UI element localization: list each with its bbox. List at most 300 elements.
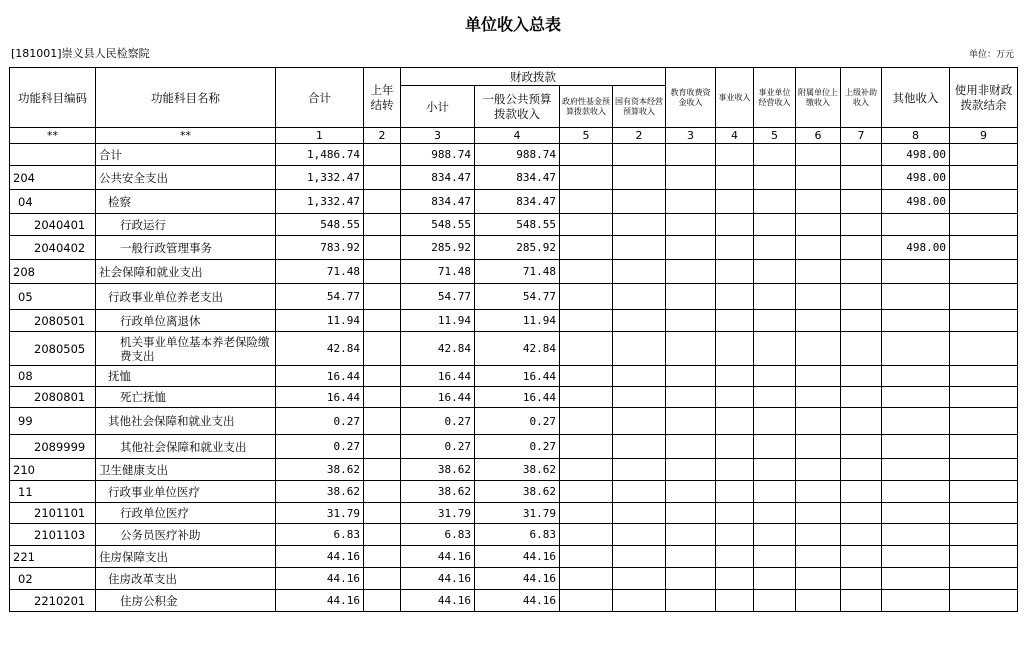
subtotal-cell: 0.27 <box>401 435 475 459</box>
carryover-cell <box>364 366 401 387</box>
subtotal-cell: 38.62 <box>401 481 475 503</box>
state-capital-cell <box>613 366 666 387</box>
subtotal-cell: 16.44 <box>401 366 475 387</box>
nonfiscal-cell <box>950 408 1018 435</box>
general-budget-cell: 988.74 <box>475 144 560 166</box>
state-capital-cell <box>613 260 666 284</box>
subtotal-cell: 834.47 <box>401 166 475 190</box>
header-carryover: 上年结转 <box>364 68 401 128</box>
index-cell: ** <box>96 128 276 144</box>
carryover-cell <box>364 284 401 310</box>
table-body <box>10 144 1018 612</box>
business-cell <box>716 310 754 332</box>
subtotal-cell: 16.44 <box>401 387 475 408</box>
gov-fund-cell <box>560 568 613 590</box>
subtotal-cell: 31.79 <box>401 503 475 524</box>
header-affiliate: 附属单位上缴收入 <box>796 68 841 128</box>
carryover-cell <box>364 435 401 459</box>
total-cell: 1,332.47 <box>276 190 364 214</box>
superior-cell <box>841 166 882 190</box>
state-capital-cell <box>613 284 666 310</box>
operating-cell <box>754 459 796 481</box>
header-name: 功能科目名称 <box>96 68 276 128</box>
superior-cell <box>841 459 882 481</box>
gov-fund-cell <box>560 503 613 524</box>
edu-fee-cell <box>666 387 716 408</box>
table-row <box>10 310 1018 332</box>
general-budget-cell: 44.16 <box>475 546 560 568</box>
edu-fee-cell <box>666 459 716 481</box>
general-budget-cell: 834.47 <box>475 190 560 214</box>
state-capital-cell <box>613 190 666 214</box>
header-nonfiscal: 使用非财政拨款结余 <box>950 68 1018 128</box>
code-cell: 05 <box>10 284 96 310</box>
general-budget-cell: 0.27 <box>475 435 560 459</box>
gov-fund-cell <box>560 546 613 568</box>
code-cell: 99 <box>10 408 96 435</box>
affiliate-cell <box>796 408 841 435</box>
name-cell: 行政单位离退休 <box>96 310 276 332</box>
general-budget-cell: 38.62 <box>475 481 560 503</box>
gov-fund-cell <box>560 310 613 332</box>
header-total: 合计 <box>276 68 364 128</box>
operating-cell <box>754 166 796 190</box>
other-income-cell <box>882 590 950 612</box>
other-income-cell <box>882 568 950 590</box>
nonfiscal-cell <box>950 387 1018 408</box>
total-cell: 0.27 <box>276 435 364 459</box>
header-subtotal: 小计 <box>401 86 475 128</box>
edu-fee-cell <box>666 408 716 435</box>
carryover-cell <box>364 260 401 284</box>
business-cell <box>716 144 754 166</box>
operating-cell <box>754 214 796 236</box>
header-superior: 上级补助收入 <box>841 68 882 128</box>
other-income-cell <box>882 260 950 284</box>
carryover-cell <box>364 590 401 612</box>
name-cell: 公共安全支出 <box>96 166 276 190</box>
affiliate-cell <box>796 435 841 459</box>
affiliate-cell <box>796 387 841 408</box>
nonfiscal-cell <box>950 503 1018 524</box>
edu-fee-cell <box>666 366 716 387</box>
total-cell: 44.16 <box>276 590 364 612</box>
nonfiscal-cell <box>950 590 1018 612</box>
subtotal-cell: 834.47 <box>401 190 475 214</box>
superior-cell <box>841 435 882 459</box>
operating-cell <box>754 568 796 590</box>
edu-fee-cell <box>666 166 716 190</box>
superior-cell <box>841 366 882 387</box>
superior-cell <box>841 590 882 612</box>
header-gov-fund: 政府性基金预算拨款收入 <box>560 86 613 128</box>
affiliate-cell <box>796 524 841 546</box>
code-cell: 2080801 <box>10 387 96 408</box>
subtotal-cell: 548.55 <box>401 214 475 236</box>
state-capital-cell <box>613 408 666 435</box>
state-capital-cell <box>613 310 666 332</box>
code-cell: 221 <box>10 546 96 568</box>
index-cell: 5 <box>560 128 613 144</box>
code-cell: 02 <box>10 568 96 590</box>
carryover-cell <box>364 568 401 590</box>
affiliate-cell <box>796 503 841 524</box>
superior-cell <box>841 190 882 214</box>
index-cell: 1 <box>276 128 364 144</box>
carryover-cell <box>364 214 401 236</box>
name-cell: 行政运行 <box>96 214 276 236</box>
superior-cell <box>841 387 882 408</box>
affiliate-cell <box>796 144 841 166</box>
nonfiscal-cell <box>950 435 1018 459</box>
total-cell: 38.62 <box>276 459 364 481</box>
name-cell: 社会保障和就业支出 <box>96 260 276 284</box>
operating-cell <box>754 144 796 166</box>
other-income-cell <box>882 503 950 524</box>
name-cell: 检察 <box>96 190 276 214</box>
operating-cell <box>754 387 796 408</box>
code-cell: 04 <box>10 190 96 214</box>
index-cell: ** <box>10 128 96 144</box>
table-row <box>10 546 1018 568</box>
total-cell: 1,486.74 <box>276 144 364 166</box>
general-budget-cell: 54.77 <box>475 284 560 310</box>
business-cell <box>716 590 754 612</box>
superior-cell <box>841 260 882 284</box>
superior-cell <box>841 568 882 590</box>
other-income-cell <box>882 408 950 435</box>
subtotal-cell: 54.77 <box>401 284 475 310</box>
superior-cell <box>841 524 882 546</box>
header-general: 一般公共预算拨款收入 <box>475 86 560 128</box>
general-budget-cell: 834.47 <box>475 166 560 190</box>
gov-fund-cell <box>560 435 613 459</box>
superior-cell <box>841 408 882 435</box>
carryover-cell <box>364 144 401 166</box>
operating-cell <box>754 310 796 332</box>
name-cell: 行政单位医疗 <box>96 503 276 524</box>
business-cell <box>716 260 754 284</box>
affiliate-cell <box>796 214 841 236</box>
subtotal-cell: 44.16 <box>401 546 475 568</box>
table-row <box>10 408 1018 435</box>
table-row <box>10 590 1018 612</box>
general-budget-cell: 16.44 <box>475 387 560 408</box>
operating-cell <box>754 284 796 310</box>
carryover-cell <box>364 503 401 524</box>
code-cell: 2040401 <box>10 214 96 236</box>
header-operating: 事业单位经营收入 <box>754 68 796 128</box>
name-cell: 行政事业单位医疗 <box>96 481 276 503</box>
state-capital-cell <box>613 590 666 612</box>
other-income-cell: 498.00 <box>882 144 950 166</box>
business-cell <box>716 214 754 236</box>
edu-fee-cell <box>666 260 716 284</box>
organization-label: [181001]崇义县人民检察院 <box>11 47 150 60</box>
affiliate-cell <box>796 590 841 612</box>
gov-fund-cell <box>560 236 613 260</box>
affiliate-cell <box>796 190 841 214</box>
superior-cell <box>841 310 882 332</box>
index-cell: 7 <box>841 128 882 144</box>
other-income-cell <box>882 459 950 481</box>
general-budget-cell: 548.55 <box>475 214 560 236</box>
operating-cell <box>754 332 796 366</box>
business-cell <box>716 459 754 481</box>
state-capital-cell <box>613 568 666 590</box>
index-cell: 4 <box>475 128 560 144</box>
gov-fund-cell <box>560 387 613 408</box>
header-fiscal: 财政拨款 <box>401 68 666 86</box>
name-cell: 合计 <box>96 144 276 166</box>
edu-fee-cell <box>666 284 716 310</box>
edu-fee-cell <box>666 503 716 524</box>
gov-fund-cell <box>560 332 613 366</box>
name-cell: 其他社会保障和就业支出 <box>96 435 276 459</box>
code-cell: 208 <box>10 260 96 284</box>
edu-fee-cell <box>666 435 716 459</box>
total-cell: 6.83 <box>276 524 364 546</box>
general-budget-cell: 42.84 <box>475 332 560 366</box>
name-cell: 其他社会保障和就业支出 <box>96 408 276 435</box>
table-row <box>10 332 1018 366</box>
code-cell <box>10 144 96 166</box>
operating-cell <box>754 408 796 435</box>
business-cell <box>716 387 754 408</box>
business-cell <box>716 366 754 387</box>
subtotal-cell: 71.48 <box>401 260 475 284</box>
other-income-cell <box>882 435 950 459</box>
total-cell: 44.16 <box>276 568 364 590</box>
total-cell: 16.44 <box>276 387 364 408</box>
table-row <box>10 387 1018 408</box>
gov-fund-cell <box>560 524 613 546</box>
total-cell: 0.27 <box>276 408 364 435</box>
edu-fee-cell <box>666 310 716 332</box>
name-cell: 抚恤 <box>96 366 276 387</box>
state-capital-cell <box>613 387 666 408</box>
name-cell: 公务员医疗补助 <box>96 524 276 546</box>
superior-cell <box>841 144 882 166</box>
superior-cell <box>841 332 882 366</box>
header-code: 功能科目编码 <box>10 68 96 128</box>
state-capital-cell <box>613 546 666 568</box>
total-cell: 71.48 <box>276 260 364 284</box>
state-capital-cell <box>613 481 666 503</box>
index-cell: 2 <box>364 128 401 144</box>
business-cell <box>716 524 754 546</box>
business-cell <box>716 332 754 366</box>
other-income-cell <box>882 332 950 366</box>
state-capital-cell <box>613 503 666 524</box>
code-cell: 2101103 <box>10 524 96 546</box>
code-cell: 08 <box>10 366 96 387</box>
total-cell: 31.79 <box>276 503 364 524</box>
carryover-cell <box>364 166 401 190</box>
carryover-cell <box>364 408 401 435</box>
general-budget-cell: 11.94 <box>475 310 560 332</box>
superior-cell <box>841 214 882 236</box>
general-budget-cell: 44.16 <box>475 568 560 590</box>
edu-fee-cell <box>666 214 716 236</box>
operating-cell <box>754 503 796 524</box>
name-cell: 死亡抚恤 <box>96 387 276 408</box>
gov-fund-cell <box>560 144 613 166</box>
subtotal-cell: 44.16 <box>401 590 475 612</box>
nonfiscal-cell <box>950 568 1018 590</box>
general-budget-cell: 0.27 <box>475 408 560 435</box>
nonfiscal-cell <box>950 166 1018 190</box>
general-budget-cell: 6.83 <box>475 524 560 546</box>
gov-fund-cell <box>560 481 613 503</box>
superior-cell <box>841 503 882 524</box>
state-capital-cell <box>613 332 666 366</box>
affiliate-cell <box>796 332 841 366</box>
state-capital-cell <box>613 144 666 166</box>
operating-cell <box>754 435 796 459</box>
business-cell <box>716 568 754 590</box>
edu-fee-cell <box>666 236 716 260</box>
total-cell: 38.62 <box>276 481 364 503</box>
affiliate-cell <box>796 284 841 310</box>
other-income-cell <box>882 366 950 387</box>
carryover-cell <box>364 387 401 408</box>
gov-fund-cell <box>560 408 613 435</box>
superior-cell <box>841 546 882 568</box>
affiliate-cell <box>796 236 841 260</box>
code-cell: 2089999 <box>10 435 96 459</box>
gov-fund-cell <box>560 214 613 236</box>
business-cell <box>716 190 754 214</box>
table-row <box>10 503 1018 524</box>
affiliate-cell <box>796 366 841 387</box>
other-income-cell <box>882 481 950 503</box>
index-cell: 4 <box>716 128 754 144</box>
operating-cell <box>754 546 796 568</box>
nonfiscal-cell <box>950 459 1018 481</box>
other-income-cell: 498.00 <box>882 236 950 260</box>
total-cell: 548.55 <box>276 214 364 236</box>
table-row <box>10 366 1018 387</box>
code-cell: 2080505 <box>10 332 96 366</box>
table-row <box>10 284 1018 310</box>
name-cell: 一般行政管理事务 <box>96 236 276 260</box>
table-row <box>10 166 1018 190</box>
code-cell: 210 <box>10 459 96 481</box>
table-row <box>10 568 1018 590</box>
operating-cell <box>754 190 796 214</box>
general-budget-cell: 71.48 <box>475 260 560 284</box>
general-budget-cell: 16.44 <box>475 366 560 387</box>
code-cell: 2080501 <box>10 310 96 332</box>
index-cell: 2 <box>613 128 666 144</box>
name-cell: 行政事业单位养老支出 <box>96 284 276 310</box>
nonfiscal-cell <box>950 236 1018 260</box>
table-row <box>10 481 1018 503</box>
superior-cell <box>841 481 882 503</box>
total-cell: 44.16 <box>276 546 364 568</box>
affiliate-cell <box>796 546 841 568</box>
edu-fee-cell <box>666 590 716 612</box>
other-income-cell: 498.00 <box>882 166 950 190</box>
affiliate-cell <box>796 459 841 481</box>
table-row <box>10 524 1018 546</box>
business-cell <box>716 236 754 260</box>
header-state-capital: 国有资本经营预算收入 <box>613 86 666 128</box>
carryover-cell <box>364 459 401 481</box>
general-budget-cell: 285.92 <box>475 236 560 260</box>
edu-fee-cell <box>666 524 716 546</box>
edu-fee-cell <box>666 144 716 166</box>
total-cell: 1,332.47 <box>276 166 364 190</box>
operating-cell <box>754 524 796 546</box>
other-income-cell <box>882 524 950 546</box>
gov-fund-cell <box>560 166 613 190</box>
index-cell: 5 <box>754 128 796 144</box>
total-cell: 54.77 <box>276 284 364 310</box>
subtotal-cell: 38.62 <box>401 459 475 481</box>
carryover-cell <box>364 310 401 332</box>
general-budget-cell: 38.62 <box>475 459 560 481</box>
state-capital-cell <box>613 214 666 236</box>
other-income-cell <box>882 387 950 408</box>
code-cell: 2040402 <box>10 236 96 260</box>
operating-cell <box>754 481 796 503</box>
index-cell: 6 <box>796 128 841 144</box>
affiliate-cell <box>796 310 841 332</box>
name-cell: 机关事业单位基本养老保险缴费支出 <box>96 332 276 366</box>
name-cell: 卫生健康支出 <box>96 459 276 481</box>
nonfiscal-cell <box>950 332 1018 366</box>
table-row <box>10 260 1018 284</box>
superior-cell <box>841 236 882 260</box>
index-cell: 3 <box>401 128 475 144</box>
table-row <box>10 144 1018 166</box>
business-cell <box>716 481 754 503</box>
operating-cell <box>754 590 796 612</box>
nonfiscal-cell <box>950 524 1018 546</box>
carryover-cell <box>364 524 401 546</box>
nonfiscal-cell <box>950 481 1018 503</box>
carryover-cell <box>364 236 401 260</box>
nonfiscal-cell <box>950 190 1018 214</box>
operating-cell <box>754 366 796 387</box>
total-cell: 783.92 <box>276 236 364 260</box>
index-cell: 8 <box>882 128 950 144</box>
state-capital-cell <box>613 524 666 546</box>
business-cell <box>716 435 754 459</box>
subtotal-cell: 0.27 <box>401 408 475 435</box>
gov-fund-cell <box>560 260 613 284</box>
name-cell: 住房改革支出 <box>96 568 276 590</box>
nonfiscal-cell <box>950 366 1018 387</box>
total-cell: 11.94 <box>276 310 364 332</box>
gov-fund-cell <box>560 590 613 612</box>
affiliate-cell <box>796 568 841 590</box>
code-cell: 2101101 <box>10 503 96 524</box>
business-cell <box>716 408 754 435</box>
code-cell: 11 <box>10 481 96 503</box>
subtotal-cell: 6.83 <box>401 524 475 546</box>
gov-fund-cell <box>560 366 613 387</box>
edu-fee-cell <box>666 481 716 503</box>
subtotal-cell: 11.94 <box>401 310 475 332</box>
carryover-cell <box>364 332 401 366</box>
name-cell: 住房保障支出 <box>96 546 276 568</box>
subtotal-cell: 42.84 <box>401 332 475 366</box>
nonfiscal-cell <box>950 546 1018 568</box>
carryover-cell <box>364 481 401 503</box>
